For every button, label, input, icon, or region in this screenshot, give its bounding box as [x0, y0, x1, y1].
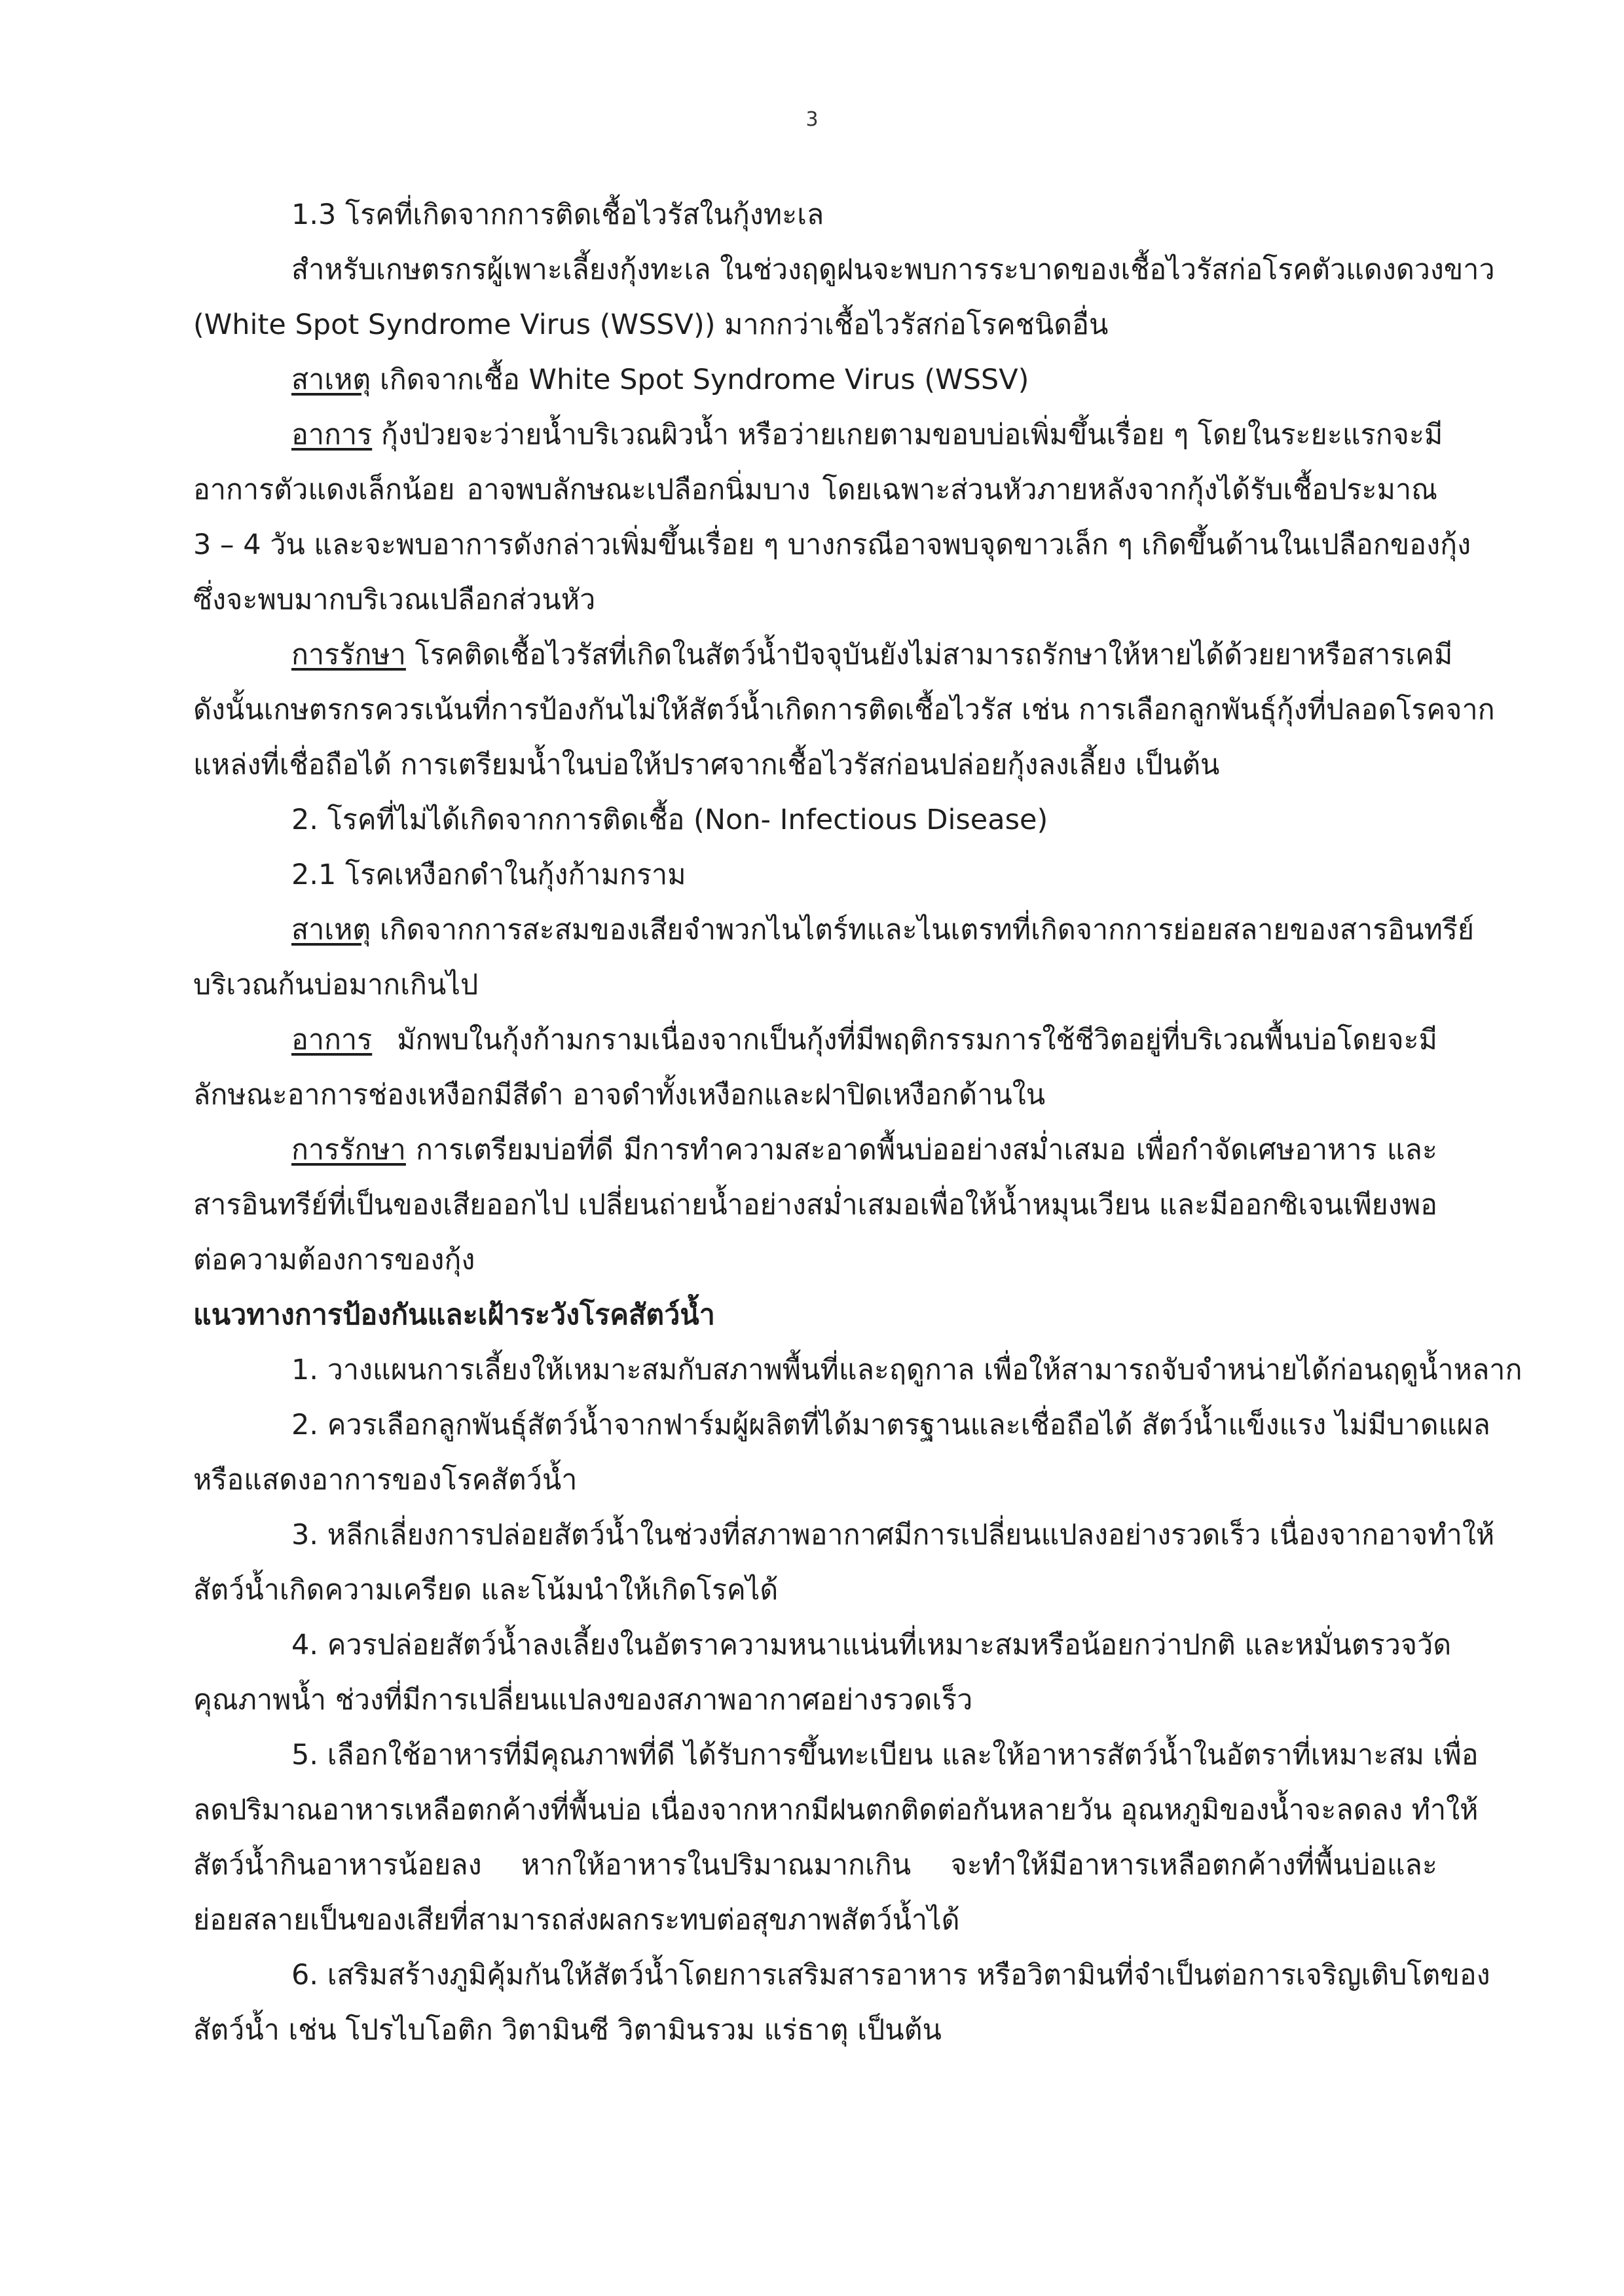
list-item-continuation: คุณภาพน้ำ ช่วงที่มีการเปลี่ยนแปลงของสภาพอากาศอย่างรวดเร็ว: [193, 1684, 973, 1716]
paragraph-line: สารอินทรีย์ที่เป็นของเสียออกไป เปลี่ยนถ่ายน้ำอย่างสม่ำเสมอเพื่อให้น้ำหมุนเวียน และมีออกซิเจนเพียงพอ: [193, 1189, 1437, 1221]
list-item-continuation: สัตว์น้ำ เช่น โปรไบโอติก วิตามินซี วิตามินรวม แร่ธาตุ เป็นต้น: [193, 2014, 942, 2046]
cause-label: สาเหตุ: [291, 363, 371, 396]
list-item-continuation: ลดปริมาณอาหารเหลือตกค้างที่พื้นบ่อ เนื่องจากหากมีฝนตกติดต่อกันหลายวัน อุณหภูมิของน้ำจะลดลง ทำให้: [193, 1794, 1479, 1826]
list-item: 4. ควรปล่อยสัตว์น้ำลงเลี้ยงในอัตราความหนาแน่นที่เหมาะสมหรือน้อยกว่าปกติ และหมั่นตรวจวัด: [291, 1629, 1452, 1661]
list-item-continuation: ย่อยสลายเป็นของเสียที่สามารถส่งผลกระทบต่อสุขภาพสัตว์น้ำได้: [193, 1904, 960, 1936]
list-item: 2. ควรเลือกลูกพันธุ์สัตว์น้ำจากฟาร์มผู้ผลิตที่ได้มาตรฐานและเชื่อถือได้ สัตว์น้ำแข็งแรง ไม่มีบาดแผล: [291, 1409, 1490, 1441]
paragraph-line: ต่อความต้องการของกุ้ง: [193, 1244, 475, 1276]
cause-label: สาเหตุ: [291, 914, 371, 946]
treatment-label: การรักษา: [291, 1134, 406, 1166]
cause-line: สาเหตุ เกิดจากการสะสมของเสียจำพวกไนไตร์ทและไนเตรทที่เกิดจากการย่อยสลายของสารอินทรีย์: [291, 914, 1475, 946]
paragraph-line: สำหรับเกษตรกรผู้เพาะเลี้ยงกุ้งทะเล ในช่วงฤดูฝนจะพบการระบาดของเชื้อไวรัสก่อโรคตัวแดงดวงขาว: [291, 253, 1495, 286]
paragraph-line: ดังนั้นเกษตรกรควรเน้นที่การป้องกันไม่ให้สัตว์น้ำเกิดการติดเชื้อไวรัส เช่น การเลือกลูกพันธุ์กุ้งที่ปลอดโรคจาก: [193, 694, 1495, 726]
list-item: 5. เลือกใช้อาหารที่มีคุณภาพที่ดี ได้รับการขึ้นทะเบียน และให้อาหารสัตว์น้ำในอัตราที่เหมาะสม เพื่อ: [291, 1739, 1479, 1771]
list-item-continuation: สัตว์น้ำเกิดความเครียด และโน้มนำให้เกิดโรคได้: [193, 1574, 779, 1606]
cause-line: สาเหตุ เกิดจากเชื้อ White Spot Syndrome Virus (WSSV): [291, 363, 1029, 396]
list-item-continuation: สัตว์น้ำกินอาหารน้อยลง หากให้อาหารในปริมาณมากเกิน จะทำให้มีอาหารเหลือตกค้างที่พื้นบ่อและ: [193, 1849, 1437, 1881]
paragraph-line: แหล่งที่เชื่อถือได้ การเตรียมน้ำในบ่อให้ปราศจากเชื้อไวรัสก่อนปล่อยกุ้งลงเลี้ยง เป็นต้น: [193, 749, 1220, 781]
treatment-line: การรักษา การเตรียมบ่อที่ดี มีการทำความสะอาดพื้นบ่ออย่างสม่ำเสมอ เพื่อกำจัดเศษอาหาร และ: [291, 1134, 1437, 1166]
list-item: 6. เสริมสร้างภูมิคุ้มกันให้สัตว์น้ำโดยการเสริมสารอาหาร หรือวิตามินที่จำเป็นต่อการเจริญเติบโตของ: [291, 1959, 1490, 1991]
paragraph-line: (White Spot Syndrome Virus (WSSV)) มากกว่าเชื้อไวรัสก่อโรคชนิดอื่น: [193, 308, 1109, 341]
symptom-label: อาการ: [291, 418, 373, 451]
paragraph-line: 3 – 4 วัน และจะพบอาการดังกล่าวเพิ่มขึ้นเรื่อย ๆ บางกรณีอาจพบจุดขาวเล็ก ๆ เกิดขึ้นด้านในเปลือกของกุ้ง: [193, 528, 1471, 561]
treatment-label: การรักษา: [291, 639, 406, 671]
prevention-heading: แนวทางการป้องกันและเฝ้าระวังโรคสัตว์น้ำ: [193, 1299, 715, 1331]
symptom-line: อาการ มักพบในกุ้งก้ามกรามเนื่องจากเป็นกุ้งที่มีพฤติกรรมการใช้ชีวิตอยู่ที่บริเวณพื้นบ่อโดยจะมี: [291, 1024, 1437, 1056]
paragraph-line: บริเวณก้นบ่อมากเกินไป: [193, 969, 479, 1001]
paragraph-line: ลักษณะอาการช่องเหงือกมีสีดำ อาจดำทั้งเหงือกและฝาปิดเหงือกด้านใน: [193, 1079, 1046, 1111]
list-item-continuation: หรือแสดงอาการของโรคสัตว์น้ำ: [193, 1464, 578, 1496]
section-heading: 2.1 โรคเหงือกดำในกุ้งก้ามกราม: [291, 859, 686, 891]
section-heading: 1.3 โรคที่เกิดจากการติดเชื้อไวรัสในกุ้งทะเล: [291, 198, 824, 231]
paragraph-line: ซึ่งจะพบมากบริเวณเปลือกส่วนหัว: [193, 583, 596, 616]
symptom-line: อาการ กุ้งป่วยจะว่ายน้ำบริเวณผิวน้ำ หรือว่ายเกยตามขอบบ่อเพิ่มขึ้นเรื่อย ๆ โดยในระยะแรกจะมี: [291, 418, 1443, 451]
list-item: 1. วางแผนการเลี้ยงให้เหมาะสมกับสภาพพื้นที่และฤดูกาล เพื่อให้สามารถจับจำหน่ายได้ก่อนฤดูน้ำหลาก: [291, 1354, 1522, 1386]
page-number: 3: [805, 108, 819, 131]
section-heading: 2. โรคที่ไม่ได้เกิดจากการติดเชื้อ (Non- Infectious Disease): [291, 804, 1048, 836]
paragraph-line: อาการตัวแดงเล็กน้อย อาจพบลักษณะเปลือกนิ่มบาง โดยเฉพาะส่วนหัวภายหลังจากกุ้งได้รับเชื้อประมาณ: [193, 473, 1437, 506]
list-item: 3. หลีกเลี่ยงการปล่อยสัตว์น้ำในช่วงที่สภาพอากาศมีการเปลี่ยนแปลงอย่างรวดเร็ว เนื่องจากอาจทำให้: [291, 1519, 1495, 1551]
symptom-label: อาการ: [291, 1024, 373, 1056]
treatment-line: การรักษา โรคติดเชื้อไวรัสที่เกิดในสัตว์น้ำปัจจุบันยังไม่สามารถรักษาให้หายได้ด้วยยาหรือสารเคมี: [291, 639, 1453, 671]
